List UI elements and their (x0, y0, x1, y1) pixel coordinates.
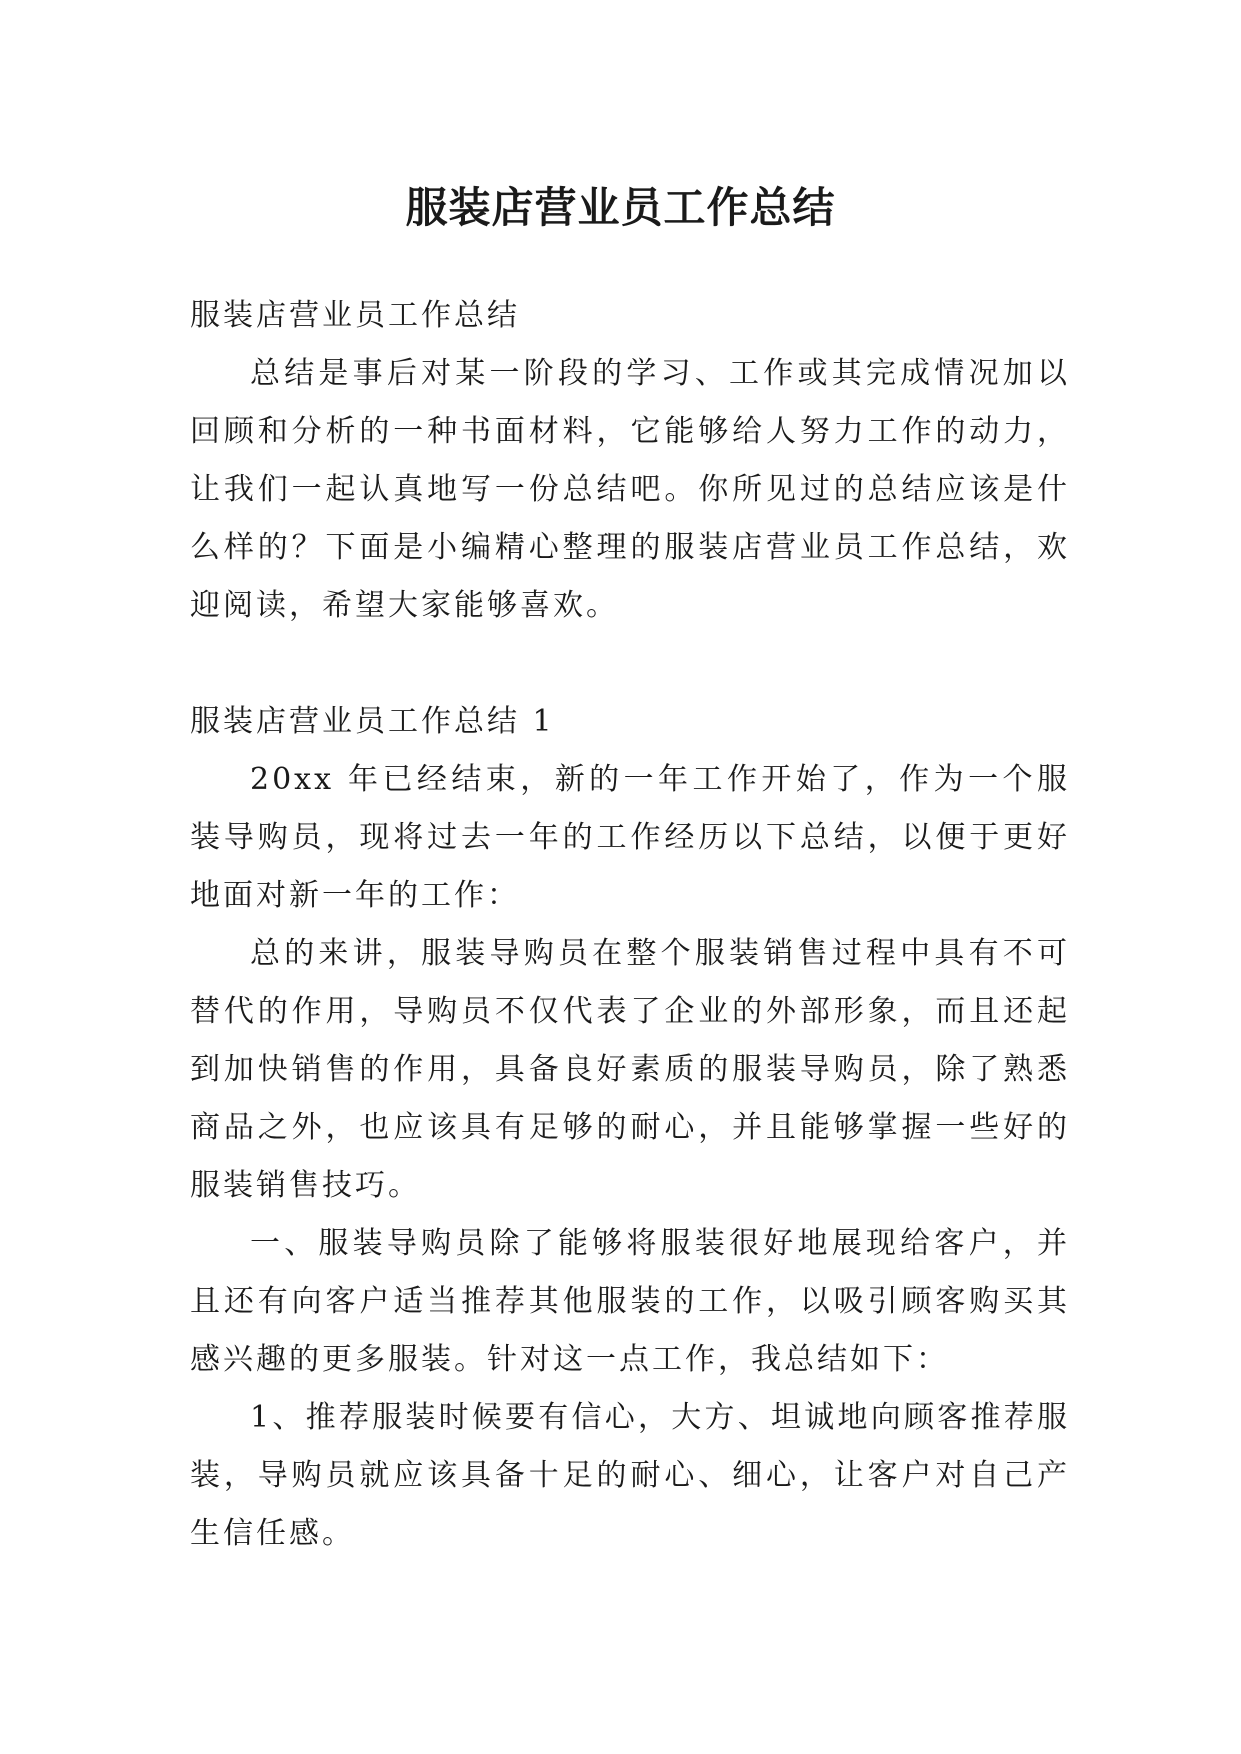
document-body (190, 287, 1070, 1563)
body-paragraph: 一、服装导购员除了能够将服装很好地展现给客户，并且还有向客户适当推荐其他服装的工作，以吸引顾客购买其感兴趣的更多服装。针对这一点工作，我总结如下： (190, 1226, 1070, 1377)
document-title: 服装店营业员工作总结 (405, 183, 836, 233)
body-paragraph: 1、推荐服装时候要有信心，大方、坦诚地向顾客推荐服装，导购员就应该具备十足的耐心、细心，让客户对自己产生信任感。 (190, 1400, 1070, 1551)
body-paragraph: 总的来讲，服装导购员在整个服装销售过程中具有不可替代的作用，导购员不仅代表了企业的外部形象，而且还起到加快销售的作用，具备良好素质的服装导购员，除了熟悉商品之外，也应该具有足够的耐心，并且能够掌握一些好的服装销售技巧。 (190, 936, 1070, 1203)
paragraph-gap (190, 635, 1070, 693)
document-subtitle: 服装店营业员工作总结 (190, 298, 520, 333)
section-heading: 服装店营业员工作总结 1 (190, 704, 555, 739)
body-paragraph: 20xx 年已经结束，新的一年工作开始了，作为一个服装导购员，现将过去一年的工作经历以下总结，以便于更好地面对新一年的工作： (190, 762, 1070, 913)
intro-paragraph: 总结是事后对某一阶段的学习、工作或其完成情况加以回顾和分析的一种书面材料，它能够给人努力工作的动力，让我们一起认真地写一份总结吧。你所见过的总结应该是什么样的？下面是小编精心整理的服装店营业员工作总结，欢迎阅读，希望大家能够喜欢。 (190, 356, 1070, 623)
